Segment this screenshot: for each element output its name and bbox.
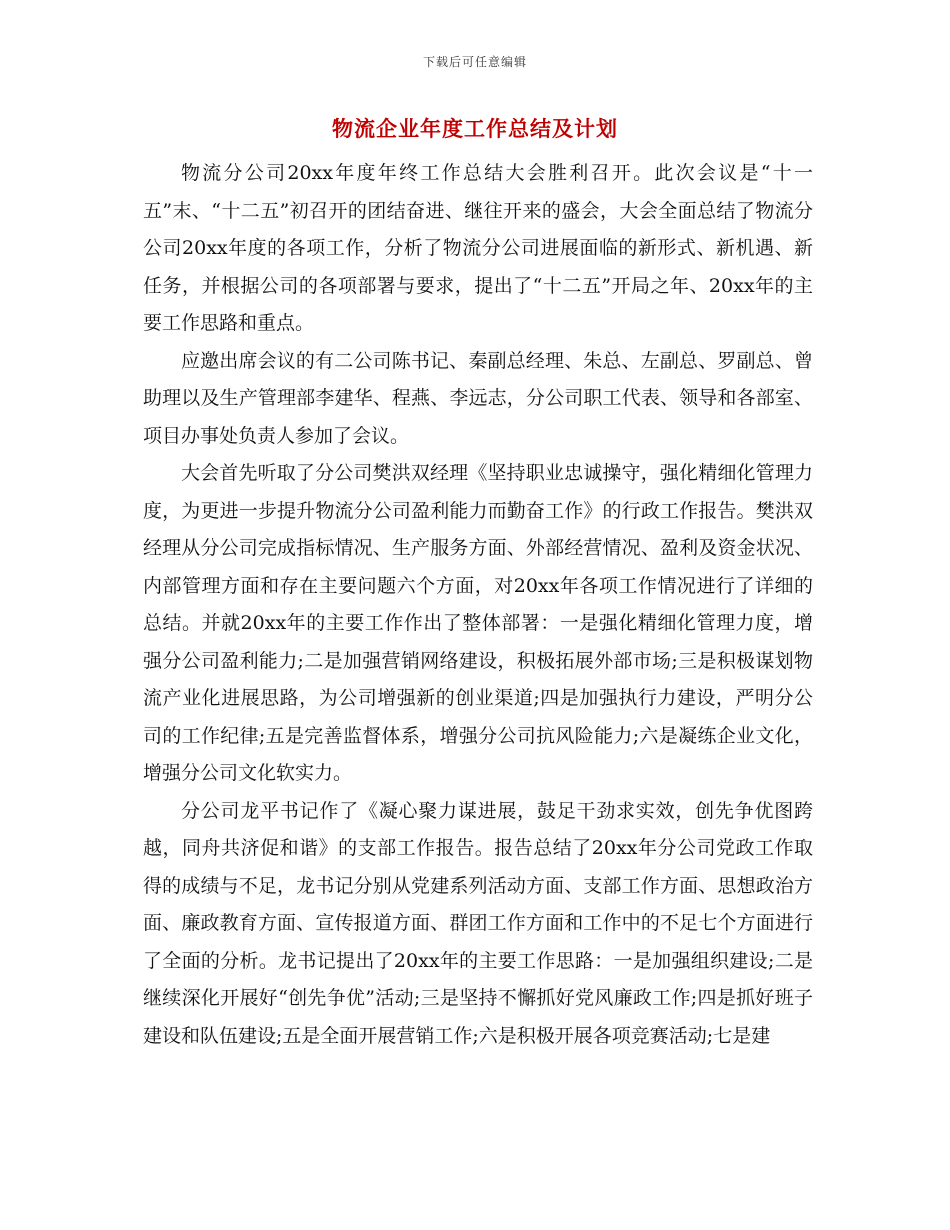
document-body xyxy=(143,155,813,1055)
paragraph: 分公司龙平书记作了《凝心聚力谋进展，鼓足干劲求实效，创先争优图跨越，同舟共济促和谐》的支部工作报告。报告总结了20xx年分公司党政工作取得的成绩与不足，龙书记分别从党建系列活动方面、支部工作方面、思想政治方面、廉政教育方面、宣传报道方面、群团工作方面和工作中的不足七个方面进行了全面的分析。龙书记提出了20xx年的主要工作思路：一是加强组织建设;二是继续深化开展好“创先争优”活动;三是坚持不懈抓好党风廉政工作;四是抓好班子建设和队伍建设;五是全面开展营销工作;六是积极开展各项竞赛活动;七是建 xyxy=(143,799,813,1047)
header-note: 下载后可任意编辑 xyxy=(422,55,527,69)
paragraph: 应邀出席会议的有二公司陈书记、秦副总经理、朱总、左副总、罗副总、曾助理以及生产管理部李建华、程燕、李远志，分公司职工代表、领导和各部室、项目办事处负责人参加了会议。 xyxy=(143,349,813,447)
paragraph: 大会首先听取了分公司樊洪双经理《坚持职业忠诚操守，强化精细化管理力度，为更进一步提升物流分公司盈利能力而勤奋工作》的行政工作报告。樊洪双经理从分公司完成指标情况、生产服务方面、外部经营情况、盈利及资金状况、内部管理方面和存在主要问题六个方面，对20xx年各项工作情况进行了详细的总结。并就20xx年的主要工作作出了整体部署：一是强化精细化管理力度，增强分公司盈利能力;二是加强营销网络建设，积极拓展外部市场;三是积极谋划物流产业化进展思路，为公司增强新的创业渠道;四是加强执行力建设，严明分公司的工作纪律;五是完善监督体系，增强分公司抗风险能力;六是凝练企业文化，增强分公司文化软实力。 xyxy=(143,462,813,784)
paragraph: 物流分公司20xx年度年终工作总结大会胜利召开。此次会议是“十一五”末、“十二五”初召开的团结奋进、继往开来的盛会，大会全面总结了物流分公司20xx年度的各项工作，分析了物流分公司进展面临的新形式、新机遇、新任务，并根据公司的各项部署与要求，提出了“十二五”开局之年、20xx年的主要工作思路和重点。 xyxy=(143,162,813,334)
document-title: 物流企业年度工作总结及计划 xyxy=(332,117,618,141)
